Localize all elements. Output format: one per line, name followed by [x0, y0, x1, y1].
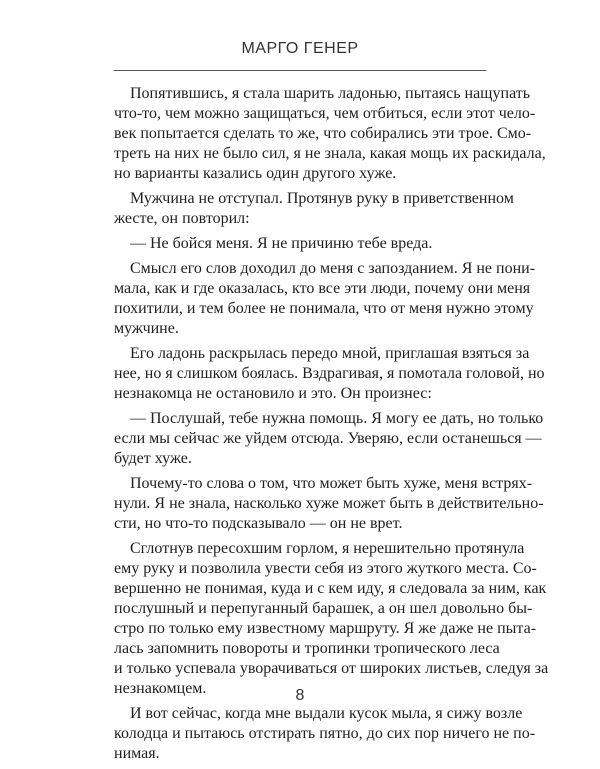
text-line: лась запомнить повороты и тропинки тропического леса	[114, 640, 500, 657]
text-line: Его ладонь раскрылась передо мной, приглашая взяться за	[130, 345, 530, 362]
paragraph	[114, 704, 536, 764]
text-line: вершенно не понимая, куда и с кем иду, я следовала за ним, как	[114, 580, 547, 597]
text-line: Попятившись, я стала шарить ладонью, пытаясь нащупать	[130, 85, 531, 102]
page-number: 8	[295, 687, 305, 704]
paragraph	[114, 539, 549, 699]
text-line: но варианты казались один другого хуже.	[114, 165, 397, 182]
text-line: Смысл его слов доходил до меня с запозданием. Я не пони-	[130, 260, 536, 277]
text-line: нее, но я слишком боялась. Вздрагивая, я помотала головой, но	[114, 365, 545, 382]
text-line: и только успевала уворачиваться от широких листьев, следуя за	[114, 660, 549, 677]
text-line: колодца и пытаюсь отстирать пятно, до сих пор ничего не по-	[114, 725, 536, 742]
text-line: треть на них не было сил, я не знала, какая мощь их раскидала,	[114, 145, 546, 162]
text-line: век попытается сделать то же, что собирались эти трое. Смо-	[114, 125, 532, 142]
paragraph	[114, 344, 545, 404]
text-line: — Не бойся меня. Я не причиню тебе вреда.	[130, 235, 433, 252]
text-line: Сглотнув пересохшим горлом, я нерешительно протянула	[130, 540, 525, 557]
body-text	[114, 84, 549, 769]
text-line: похитили, и тем более не понимала, что от меня нужно этому	[114, 300, 534, 317]
text-line: сти, но что-то подсказывало — он не врет.	[114, 515, 403, 532]
text-line: ему руку и позволила увести себя из этого жуткого места. Со-	[114, 560, 537, 577]
paragraph	[114, 474, 544, 534]
text-line: послушный и перепуганный барашек, а он шел довольно бы-	[114, 600, 533, 617]
text-line: будет хуже.	[114, 450, 192, 467]
text-line: Мужчина не отступал. Протянув руку в приветственном	[130, 190, 514, 207]
paragraph	[114, 189, 514, 229]
text-line: нимая.	[114, 745, 160, 762]
text-line: незнакомца не остановило и это. Он произнес:	[114, 385, 432, 402]
text-line: — Послушай, тебе нужна помощь. Я могу ее дать, но только	[130, 410, 544, 427]
paragraph	[114, 234, 486, 254]
text-line: И вот сейчас, когда мне выдали кусок мыла, я сижу возле	[130, 705, 523, 722]
running-header-author: МАРГО ГЕНЕР	[241, 40, 359, 57]
text-line: мужчине.	[114, 320, 179, 337]
header-rule	[114, 70, 486, 71]
text-line: Почему-то слова о том, что может быть хуже, меня встрях-	[130, 475, 533, 492]
text-line: если мы сейчас же уйдем отсюда. Уверяю, если останешься —	[114, 430, 542, 447]
text-line: мала, как и где оказалась, кто все эти люди, почему они меня	[114, 280, 531, 297]
text-line: что-то, чем можно защищаться, чем отбиться, если этот чело-	[114, 105, 536, 122]
paragraph	[114, 259, 536, 339]
text-line: стро по только ему известному маршруту. Я же даже не пыта-	[114, 620, 537, 637]
text-line: жесте, он повторил:	[114, 210, 250, 227]
paragraph	[114, 409, 544, 469]
text-line: нули. Я не знала, насколько хуже может быть в действительно-	[114, 495, 544, 512]
text-line: незнакомцем.	[114, 680, 207, 697]
paragraph	[114, 84, 546, 184]
